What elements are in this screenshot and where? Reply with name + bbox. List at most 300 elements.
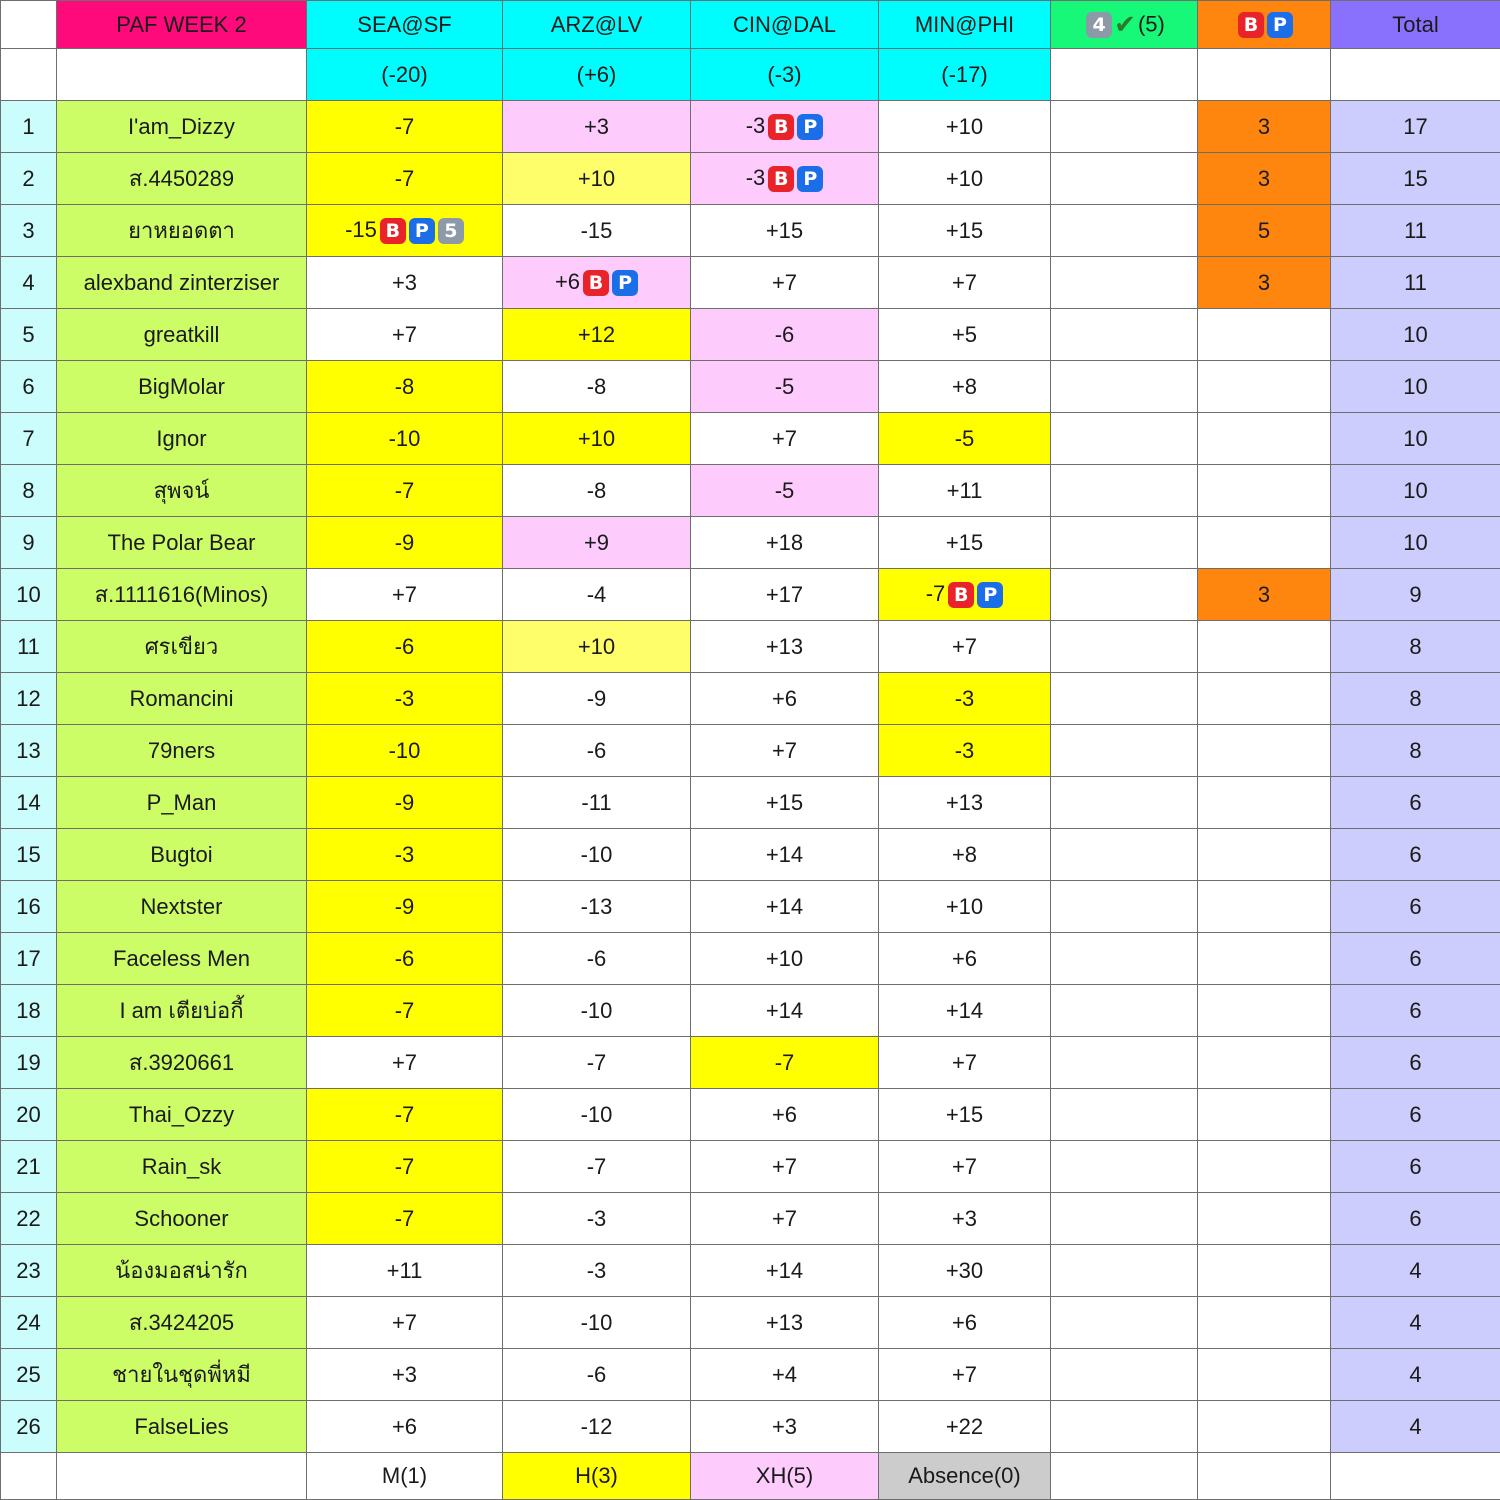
bp-points-cell: 3 [1198,153,1331,205]
legend-blank [1331,1453,1500,1500]
pick-value: +9 [584,530,609,555]
b-button-icon: B [768,114,794,140]
pick-value: -13 [581,894,613,919]
legend-blank [1198,1453,1331,1500]
table-row [1,725,1500,777]
rank-cell: 25 [1,1349,57,1401]
pick-value: -5 [775,478,795,503]
pick-value: -6 [587,738,607,763]
pick-cell [691,985,879,1037]
pick-value: +15 [766,790,803,815]
pick-cell [503,881,691,933]
pick-value: +10 [578,166,615,191]
four-check-cell [1051,257,1198,309]
pick-value: -7 [587,1050,607,1075]
bp-points-cell [1198,933,1331,985]
pick-cell [879,101,1051,153]
pick-cell [691,725,879,777]
bp-points-cell: 3 [1198,101,1331,153]
pick-cell [691,829,879,881]
player-name: Schooner [57,1193,307,1245]
pick-value: +14 [946,998,983,1023]
pick-value: -9 [395,894,415,919]
pick-cell [879,1297,1051,1349]
pick-cell [307,1089,503,1141]
header-row [1,1,1500,49]
rank-cell: 12 [1,673,57,725]
rank-cell: 26 [1,1401,57,1453]
total-cell: 10 [1331,413,1500,465]
pick-value: +10 [946,894,983,919]
rank-cell: 10 [1,569,57,621]
pick-value: -9 [395,790,415,815]
table-row [1,985,1500,1037]
pick-value: +12 [578,322,615,347]
player-name: ยาหยอดตา [57,205,307,257]
table-row [1,1089,1500,1141]
pick-value: +7 [772,738,797,763]
game-header-1: SEA@SF [307,1,503,49]
pick-cell [307,465,503,517]
player-name: ส.3424205 [57,1297,307,1349]
player-name: Nextster [57,881,307,933]
p-button-icon: P [977,582,1003,608]
pick-value: +10 [578,426,615,451]
pick-value: -5 [775,374,795,399]
bp-points-cell [1198,1141,1331,1193]
pick-cell [691,1089,879,1141]
pick-value: -10 [581,998,613,1023]
pick-cell [503,933,691,985]
pick-cell [503,1401,691,1453]
table-row [1,1297,1500,1349]
total-cell: 4 [1331,1401,1500,1453]
pick-value: -15 [345,217,377,242]
pick-value: -10 [581,842,613,867]
four-check-cell [1051,517,1198,569]
table-row [1,1141,1500,1193]
bp-points-cell [1198,1193,1331,1245]
rank-cell: 23 [1,1245,57,1297]
pick-value: +15 [946,218,983,243]
pick-cell [307,725,503,777]
game-header-4: MIN@PHI [879,1,1051,49]
four-check-cell [1051,1297,1198,1349]
total-cell: 10 [1331,309,1500,361]
rank-cell: 19 [1,1037,57,1089]
four-check-cell [1051,465,1198,517]
pick-value: +14 [766,842,803,867]
pick-value: +7 [772,1154,797,1179]
pick-cell [691,413,879,465]
p-button-icon: P [797,114,823,140]
pick-value: +14 [766,894,803,919]
rank-cell: 16 [1,881,57,933]
pick-cell [307,309,503,361]
pick-cell [879,465,1051,517]
total-cell: 10 [1331,465,1500,517]
b-button-icon: B [1238,12,1264,38]
spread-total-blank [1331,49,1500,101]
pick-cell [307,1193,503,1245]
total-cell: 6 [1331,1141,1500,1193]
pick-value: -8 [587,478,607,503]
table-row [1,413,1500,465]
pick-value: +6 [952,946,977,971]
legend-blank [57,1453,307,1500]
pick-cell [691,101,879,153]
pick-cell [691,309,879,361]
p-button-icon: P [1267,12,1293,38]
pick-value: -3 [746,165,766,190]
player-name: ส.4450289 [57,153,307,205]
pick-value: +11 [387,1258,423,1283]
pick-value: -5 [955,426,975,451]
pick-cell [307,101,503,153]
pick-cell [503,153,691,205]
player-name: Romancini [57,673,307,725]
pick-cell [503,621,691,673]
pick-value: -7 [926,581,946,606]
table-row [1,465,1500,517]
four-check-cell [1051,1349,1198,1401]
player-name: Thai_Ozzy [57,1089,307,1141]
pick-cell [307,257,503,309]
total-header: Total [1331,1,1500,49]
table-row [1,829,1500,881]
pick-cell [503,569,691,621]
rank-cell: 17 [1,933,57,985]
rank-cell: 15 [1,829,57,881]
keycap-five-icon: 5 [438,218,464,244]
pick-cell [307,1349,503,1401]
table-row [1,933,1500,985]
pick-value: +7 [952,1154,977,1179]
pick-cell [879,933,1051,985]
four-check-cell [1051,1245,1198,1297]
total-cell: 6 [1331,933,1500,985]
rank-cell: 6 [1,361,57,413]
pick-cell [307,517,503,569]
pick-cell [691,569,879,621]
bp-points-cell [1198,829,1331,881]
bp-points-cell [1198,1037,1331,1089]
pick-cell [691,621,879,673]
pick-value: -6 [587,1362,607,1387]
table-row [1,153,1500,205]
pick-value: +30 [946,1258,983,1283]
check-mark-icon: ✔ [1114,9,1136,39]
pick-cell [691,933,879,985]
spread-2: (+6) [503,49,691,101]
total-cell: 9 [1331,569,1500,621]
four-check-label: (5) [1138,12,1165,37]
spread-1: (-20) [307,49,503,101]
table-row [1,1401,1500,1453]
pick-cell [879,517,1051,569]
pick-value: +7 [952,1362,977,1387]
pick-cell [879,777,1051,829]
bp-points-cell: 3 [1198,569,1331,621]
rank-cell: 11 [1,621,57,673]
pick-value: -11 [581,790,611,815]
pick-value: -6 [395,634,415,659]
bp-points-cell [1198,517,1331,569]
bp-header [1198,1,1331,49]
bp-points-cell [1198,777,1331,829]
table-row [1,777,1500,829]
four-check-cell [1051,101,1198,153]
player-name: BigMolar [57,361,307,413]
total-cell: 10 [1331,517,1500,569]
pick-value: -9 [395,530,415,555]
bp-points-cell [1198,621,1331,673]
pick-cell [503,829,691,881]
pick-value: -15 [581,218,613,243]
pick-cell [503,1141,691,1193]
total-cell: 8 [1331,673,1500,725]
pick-value: +3 [392,1362,417,1387]
pick-cell [691,205,879,257]
bp-points-cell [1198,361,1331,413]
bp-points-cell [1198,985,1331,1037]
table-row [1,673,1500,725]
legend-blank [1,1453,57,1500]
pick-cell [879,985,1051,1037]
pick-cell [503,673,691,725]
total-cell: 6 [1331,985,1500,1037]
pick-cell [307,361,503,413]
pick-cell [879,1401,1051,1453]
rank-cell: 9 [1,517,57,569]
bp-points-cell [1198,1089,1331,1141]
total-cell: 10 [1331,361,1500,413]
pick-value: +4 [772,1362,797,1387]
p-button-icon: P [797,166,823,192]
pick-cell [879,205,1051,257]
pick-cell [307,153,503,205]
game-header-3: CIN@DAL [691,1,879,49]
pick-cell [503,1089,691,1141]
pick-cell [307,1401,503,1453]
pick-value: +7 [392,322,417,347]
pick-value: -3 [955,738,975,763]
four-check-cell [1051,881,1198,933]
pick-value: +7 [952,1050,977,1075]
pick-value: +7 [392,1310,417,1335]
rank-cell: 18 [1,985,57,1037]
four-check-cell [1051,985,1198,1037]
total-cell: 11 [1331,257,1500,309]
pick-cell [307,881,503,933]
table-row [1,517,1500,569]
b-button-icon: B [768,166,794,192]
pick-cell [307,1245,503,1297]
b-button-icon: B [583,270,609,296]
corner-cell [1,1,57,49]
pick-cell [691,1245,879,1297]
pick-value: -3 [587,1206,607,1231]
player-name: สุพจน์ [57,465,307,517]
total-cell: 6 [1331,1089,1500,1141]
pick-cell [503,1297,691,1349]
pick-cell [503,1245,691,1297]
pick-cell [879,1037,1051,1089]
pick-value: +6 [952,1310,977,1335]
pick-cell [307,1141,503,1193]
pick-cell [691,1193,879,1245]
b-button-icon: B [380,218,406,244]
pick-value: +18 [766,530,803,555]
pick-value: -3 [955,686,975,711]
pick-value: -3 [587,1258,607,1283]
player-name: Rain_sk [57,1141,307,1193]
pick-value: +7 [772,426,797,451]
pick-value: -7 [587,1154,607,1179]
pick-value: +3 [584,114,609,139]
pick-cell [879,413,1051,465]
rank-cell: 1 [1,101,57,153]
pick-cell [691,881,879,933]
spread-name-blank [57,49,307,101]
four-check-cell [1051,1141,1198,1193]
pick-cell [307,1037,503,1089]
spread-4: (-17) [879,49,1051,101]
total-cell: 11 [1331,205,1500,257]
pick-value: +7 [772,270,797,295]
pick-cell [307,413,503,465]
pick-value: -3 [395,686,415,711]
p-button-icon: P [612,270,638,296]
player-name: greatkill [57,309,307,361]
pick-cell [691,153,879,205]
legend-blank [1051,1453,1198,1500]
pick-value: -12 [581,1414,613,1439]
pick-cell [691,361,879,413]
player-name: The Polar Bear [57,517,307,569]
table-row [1,1245,1500,1297]
pick-cell [879,153,1051,205]
four-check-cell [1051,1089,1198,1141]
pick-value: -10 [389,426,421,451]
four-check-cell [1051,725,1198,777]
rank-cell: 4 [1,257,57,309]
pick-cell [879,881,1051,933]
bp-points-cell: 5 [1198,205,1331,257]
pick-cell [503,1037,691,1089]
bp-points-cell [1198,465,1331,517]
bp-points-cell [1198,1297,1331,1349]
legend-cell: XH(5) [691,1453,879,1500]
pick-value: +14 [766,998,803,1023]
four-check-cell [1051,309,1198,361]
pick-cell [691,1349,879,1401]
player-name: P_Man [57,777,307,829]
pick-cell [503,361,691,413]
four-check-cell [1051,777,1198,829]
table-row [1,1349,1500,1401]
pick-value: -3 [395,842,415,867]
pick-cell [503,101,691,153]
sheet-title: PAF WEEK 2 [57,1,307,49]
pick-value: +22 [946,1414,983,1439]
total-cell: 8 [1331,725,1500,777]
pick-value: +13 [766,634,803,659]
pick-value: -7 [395,1206,415,1231]
pick-cell [879,1349,1051,1401]
pick-value: +13 [946,790,983,815]
pick-cell [691,777,879,829]
pick-value: -7 [395,1102,415,1127]
pick-cell [691,1037,879,1089]
pick-cell [879,673,1051,725]
player-name: 79ners [57,725,307,777]
pick-value: +3 [392,270,417,295]
spread-corner [1,49,57,101]
pick-value: -8 [395,374,415,399]
pick-value: -4 [587,582,607,607]
pick-cell [503,309,691,361]
pick-cell [879,309,1051,361]
pick-value: -7 [395,998,415,1023]
four-check-cell [1051,205,1198,257]
total-cell: 6 [1331,829,1500,881]
player-name: ส.3920661 [57,1037,307,1089]
pick-value: +6 [555,269,580,294]
rank-cell: 7 [1,413,57,465]
pick-cell [307,933,503,985]
player-name: I am เตียบ่อกี้ [57,985,307,1037]
pick-value: -7 [775,1050,795,1075]
rank-cell: 5 [1,309,57,361]
pick-cell [691,257,879,309]
pick-cell [307,621,503,673]
pick-value: +10 [946,166,983,191]
pick-cell [691,1141,879,1193]
table-row [1,569,1500,621]
pick-value: +3 [952,1206,977,1231]
four-check-cell [1051,361,1198,413]
pick-value: +7 [392,582,417,607]
pick-cell [879,1193,1051,1245]
table-row [1,1193,1500,1245]
bp-points-cell [1198,673,1331,725]
four-check-cell [1051,621,1198,673]
pick-value: +15 [946,530,983,555]
player-name: Bugtoi [57,829,307,881]
four-check-cell [1051,1037,1198,1089]
player-name: FalseLies [57,1401,307,1453]
total-cell: 8 [1331,621,1500,673]
pick-cell [691,1297,879,1349]
total-cell: 6 [1331,1037,1500,1089]
pick-cell [691,465,879,517]
table-row [1,205,1500,257]
pick-value: -7 [395,166,415,191]
pick-value: -10 [581,1102,613,1127]
bp-points-cell: 3 [1198,257,1331,309]
rank-cell: 14 [1,777,57,829]
table-row [1,257,1500,309]
pick-cell [307,205,503,257]
total-cell: 4 [1331,1349,1500,1401]
pick-cell [307,777,503,829]
player-name: alexband zinterziser [57,257,307,309]
pick-value: -3 [746,113,766,138]
pick-cell [879,361,1051,413]
pick-value: +3 [772,1414,797,1439]
rank-cell: 20 [1,1089,57,1141]
